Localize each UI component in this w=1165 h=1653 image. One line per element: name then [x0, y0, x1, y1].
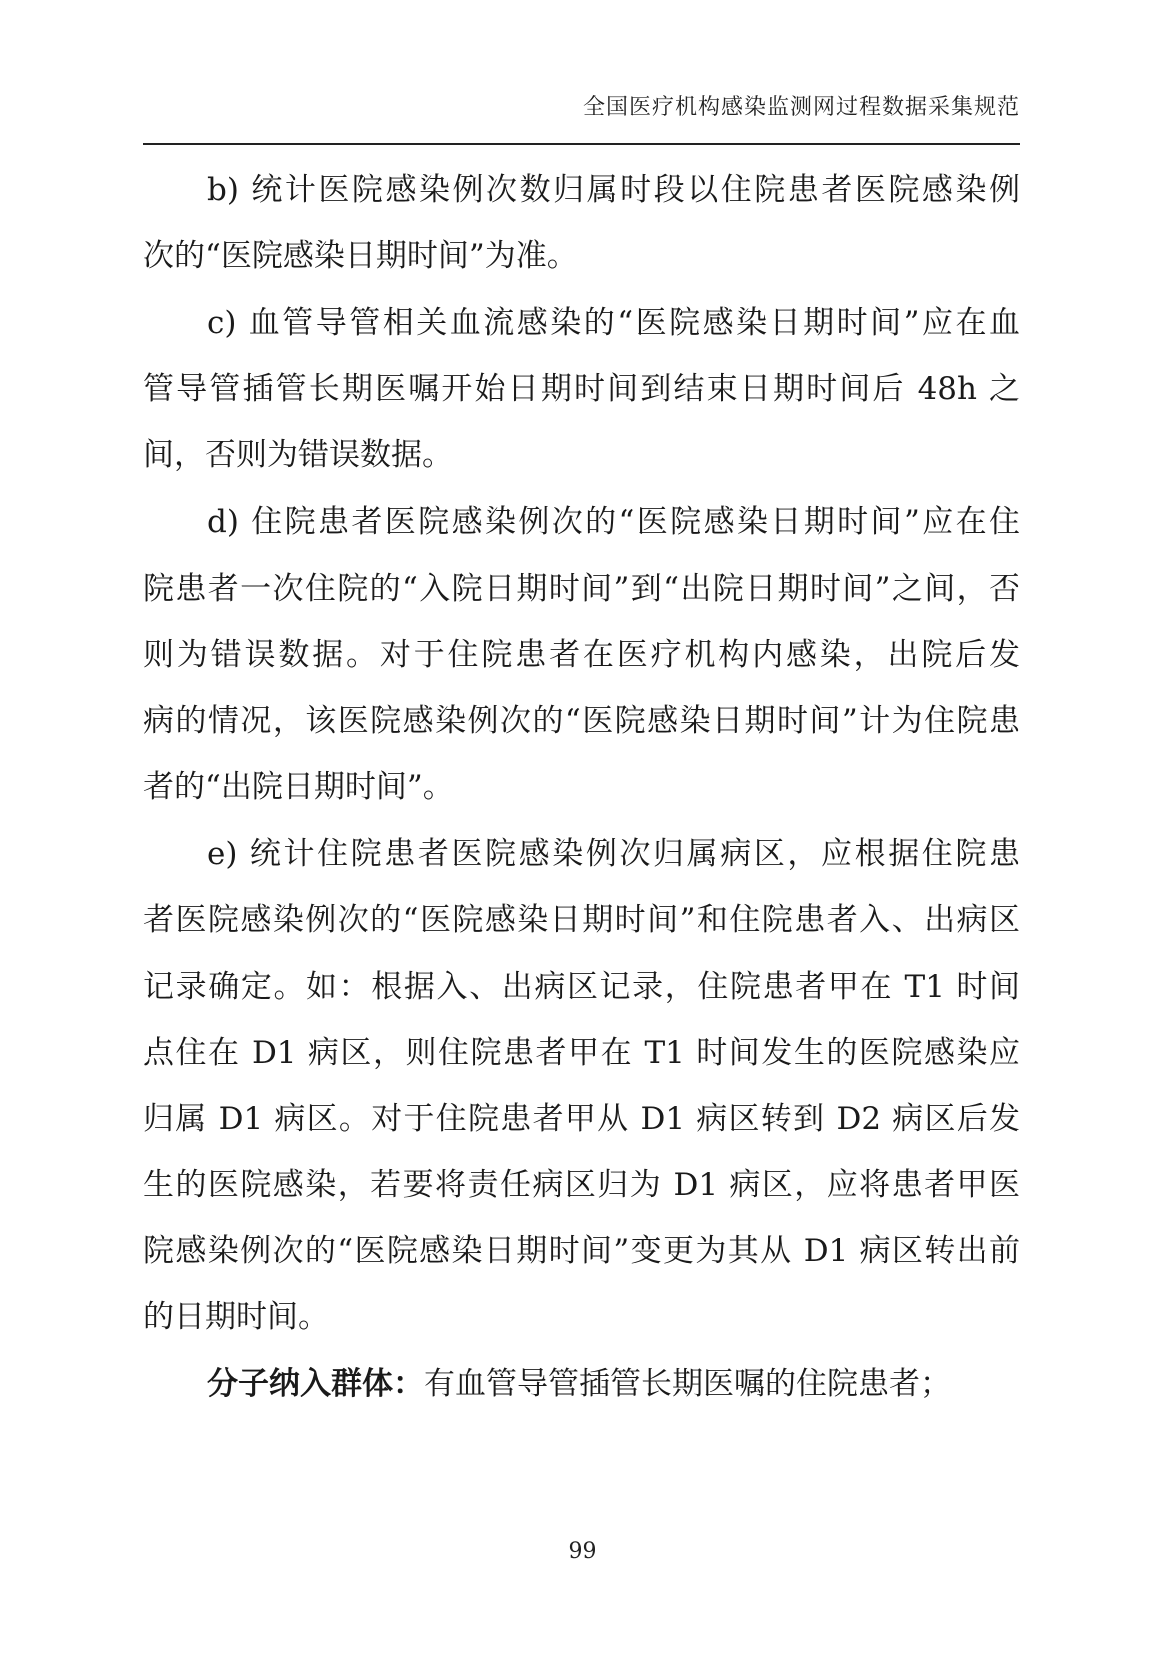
numerator-definition [207, 1364, 1020, 1404]
paragraph-line: 病的情况，该医院感染例次的“医院感染日期时间”计为住院患 [143, 703, 1020, 739]
paragraph-line: 记录确定。如：根据入、出病区记录，住院患者甲在 T1 时间 [143, 969, 1020, 1005]
paragraph-line: 生的医院感染，若要将责任病区归为 D1 病区，应将患者甲医 [143, 1167, 1020, 1203]
page-number: 99 [568, 1539, 597, 1564]
paragraph-line: 归属 D1 病区。对于住院患者甲从 D1 病区转到 D2 病区后发 [143, 1101, 1020, 1137]
paragraph-line: 点住在 D1 病区，则住院患者甲在 T1 时间发生的医院感染应 [143, 1035, 1020, 1071]
paragraph-line: 则为错误数据。对于住院患者在医疗机构内感染，出院后发 [143, 637, 1020, 673]
paragraph-line: 院感染例次的“医院感染日期时间”变更为其从 D1 病区转出前 [143, 1233, 1020, 1269]
paragraph-line: 院患者一次住院的“入院日期时间”到“出院日期时间”之间，否 [143, 571, 1020, 607]
paragraph-line: e) 统计住院患者医院感染例次归属病区，应根据住院患 [207, 836, 1020, 872]
paragraph-line: c) 血管导管相关血流感染的“医院感染日期时间”应在血 [207, 305, 1020, 341]
paragraph-line: 间，否则为错误数据。 [143, 437, 453, 473]
document-title: 全国医疗机构感染监测网过程数据采集规范 [582, 95, 1020, 120]
paragraph-line: 管导管插管长期医嘱开始日期时间到结束日期时间后 48h 之 [143, 371, 1020, 407]
paragraph-line: b) 统计医院感染例次数归属时段以住院患者医院感染例 [207, 172, 1020, 208]
paragraph-line: 者医院感染例次的“医院感染日期时间”和住院患者入、出病区 [143, 902, 1020, 938]
header-divider [143, 143, 1020, 145]
paragraph-line: 的日期时间。 [143, 1299, 329, 1335]
paragraph-line: 者的“出院日期时间”。 [143, 769, 454, 805]
numerator-text: 有血管导管插管长期医嘱的住院患者； [424, 1366, 951, 1402]
numerator-label: 分子纳入群体： [207, 1366, 424, 1402]
paragraph-line: 次的“医院感染日期时间”为准。 [143, 238, 578, 274]
paragraph-line: d) 住院患者医院感染例次的“医院感染日期时间”应在住 [207, 504, 1020, 540]
